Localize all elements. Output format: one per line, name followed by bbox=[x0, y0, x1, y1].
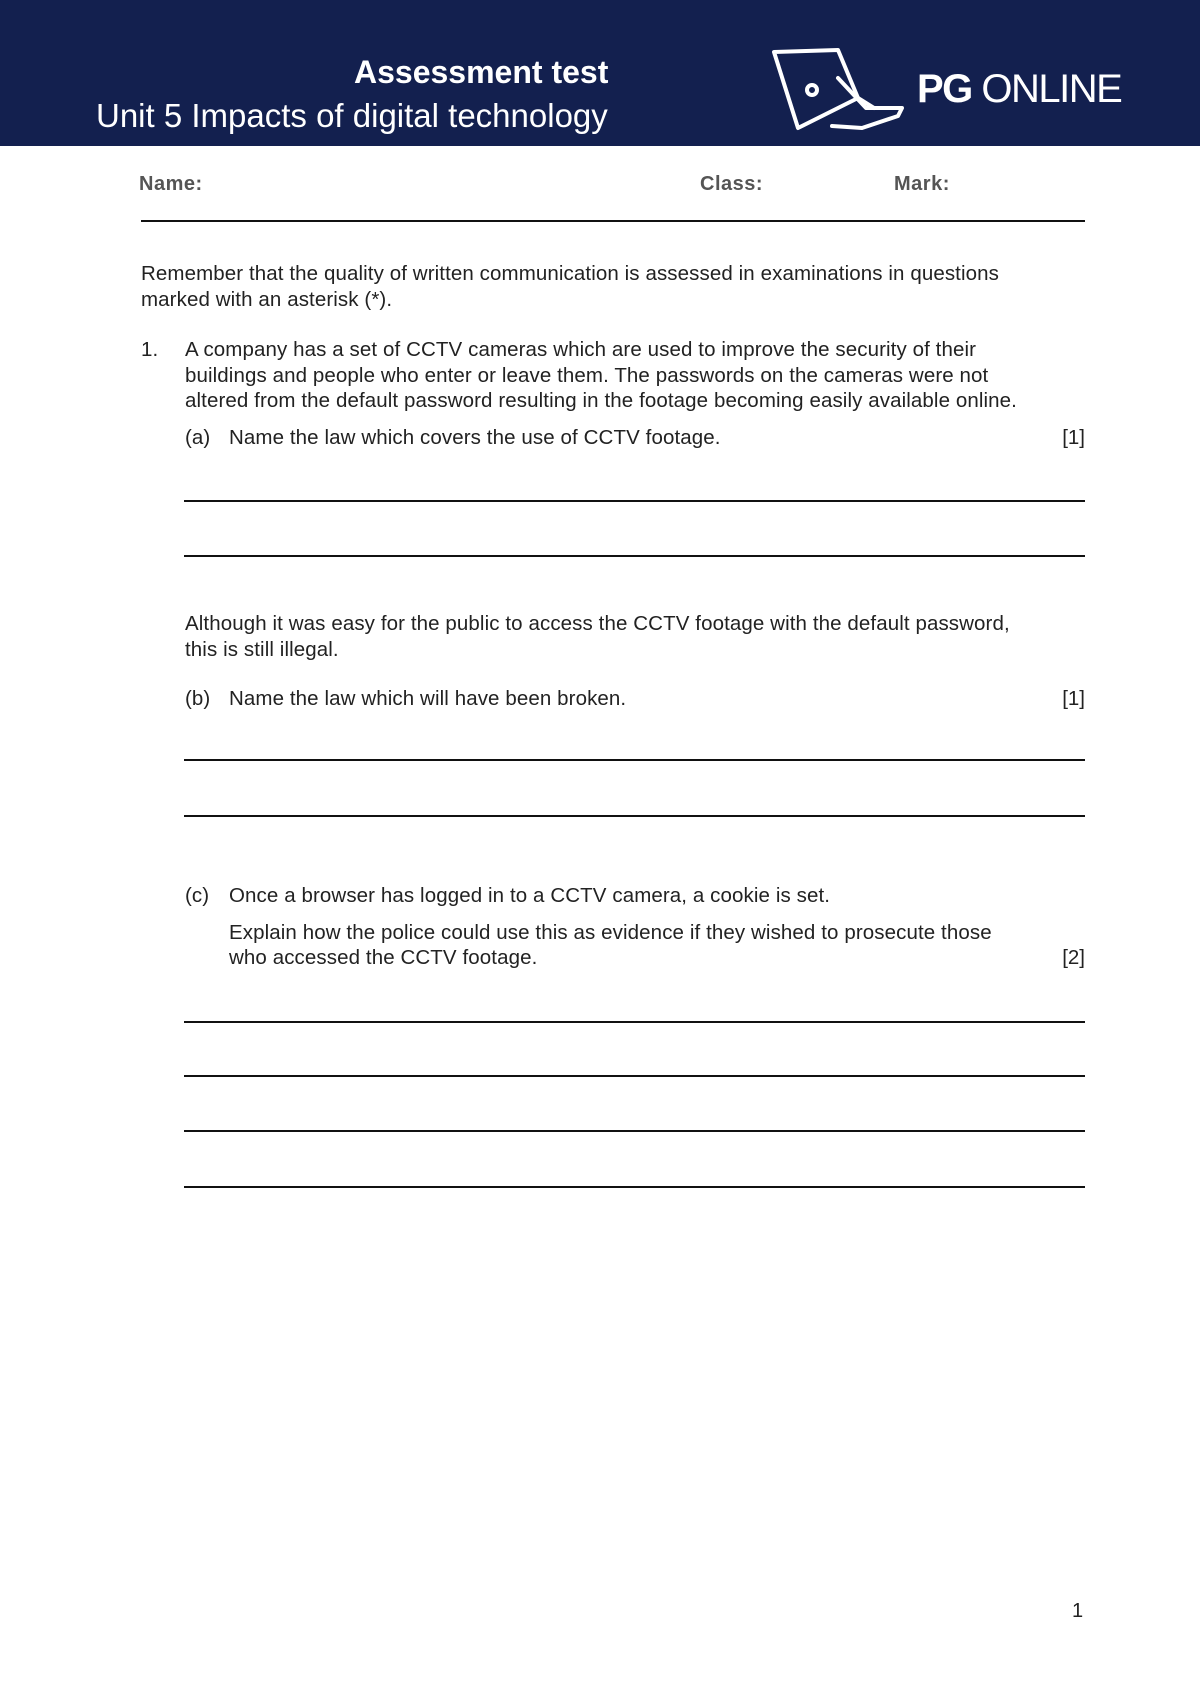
context-line-2: this is still illegal. bbox=[185, 638, 339, 661]
part-b-label: (b) bbox=[185, 687, 211, 710]
answer-line-c-1[interactable] bbox=[184, 1021, 1085, 1023]
answer-line-b-1[interactable] bbox=[184, 759, 1085, 761]
part-a-label: (a) bbox=[185, 426, 211, 449]
header-divider bbox=[141, 220, 1085, 222]
answer-line-c-2[interactable] bbox=[184, 1075, 1085, 1077]
page-title: Assessment test bbox=[354, 54, 609, 90]
context-line-1: Although it was easy for the public to access the CCTV footage with the default password, bbox=[185, 612, 1010, 635]
question-stem-line-3: altered from the default password resulting in the footage becoming easily available online. bbox=[185, 389, 1017, 412]
part-a-marks: [1] bbox=[1062, 426, 1085, 449]
mark-label: Mark: bbox=[894, 173, 950, 195]
page-number: 1 bbox=[1072, 1600, 1084, 1622]
part-c-explain-line-1: Explain how the police could use this as evidence if they wished to prosecute those bbox=[229, 921, 992, 944]
class-label: Class: bbox=[700, 173, 764, 195]
part-c-marks: [2] bbox=[1062, 946, 1085, 969]
part-c-question: Once a browser has logged in to a CCTV camera, a cookie is set. bbox=[229, 884, 831, 907]
question-number: 1. bbox=[141, 338, 159, 361]
question-stem-line-2: buildings and people who enter or leave them. The passwords on the cameras were not bbox=[185, 364, 989, 387]
part-c-label: (c) bbox=[185, 884, 210, 907]
answer-line-c-4[interactable] bbox=[184, 1186, 1085, 1188]
answer-line-b-2[interactable] bbox=[184, 815, 1085, 817]
logo-bold-text: PG bbox=[917, 67, 972, 111]
header-banner bbox=[0, 0, 1200, 146]
answer-line-c-3[interactable] bbox=[184, 1130, 1085, 1132]
answer-line-a-1[interactable] bbox=[184, 500, 1085, 502]
part-b-marks: [1] bbox=[1062, 687, 1085, 710]
part-a-question: Name the law which covers the use of CCTV footage. bbox=[229, 426, 721, 449]
name-label: Name: bbox=[139, 173, 203, 195]
brand-logo bbox=[917, 66, 1121, 112]
intro-line-2: marked with an asterisk (*). bbox=[141, 288, 393, 311]
part-b-question: Name the law which will have been broken. bbox=[229, 687, 627, 710]
laptop-logo-icon bbox=[770, 46, 906, 132]
logo-light-text: ONLINE bbox=[971, 67, 1122, 111]
question-stem-line-1: A company has a set of CCTV cameras which are used to improve the security of their bbox=[185, 338, 977, 361]
page-subtitle: Unit 5 Impacts of digital technology bbox=[96, 97, 608, 134]
part-c-explain-line-2: who accessed the CCTV footage. bbox=[229, 946, 538, 969]
answer-line-a-2[interactable] bbox=[184, 555, 1085, 557]
intro-line-1: Remember that the quality of written communication is assessed in examinations in questions bbox=[141, 262, 999, 285]
